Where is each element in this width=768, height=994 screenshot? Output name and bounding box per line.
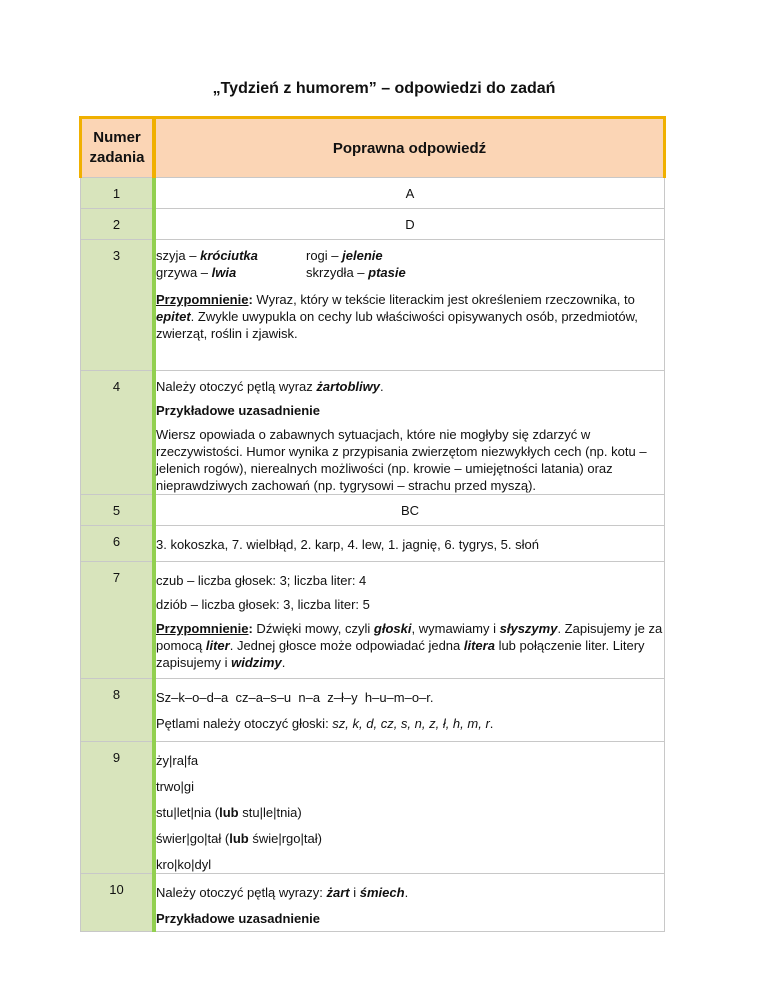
table-header-row: [81, 118, 665, 178]
note-text: . Zwykle uwypukla on cechy lub właściwości opisywanych osób, przedmiotów, zwierząt, roślin i zjawisk.: [156, 309, 638, 341]
table-row: [81, 562, 665, 679]
syllable-line: kro|ko|dyl: [156, 857, 212, 872]
answer-word: żartobliwy: [316, 379, 380, 394]
syllable-line: ży|ra|fa: [156, 753, 199, 768]
justification-label: Przykładowe uzasadnienie: [156, 911, 321, 926]
note-text: Dźwięki mowy, czyli: [252, 621, 374, 636]
epithet-pairs: [156, 240, 664, 281]
answer-text: D: [405, 217, 415, 232]
syllable-line: [156, 821, 664, 847]
answer-line: Sz–k–o–d–a cz–a–s–u n–a z–ł–y h–u–m–o–r.: [156, 690, 434, 705]
task-number: 5: [112, 503, 121, 518]
task-number: 8: [112, 687, 121, 702]
justification-text: Wiersz opowiada o zabawnych sytuacjach, które nie mogłyby się zdarzyć w rzeczywistości. Humor wynika z przypisania zwierzętom niezwykłych cech (np. kotu – jelenich rogów), nierealnych możliwości (np. krowie – umiejętności latania) oraz nieprawdziwych zachowań (np. tygrysowi – strachu przed myszą).: [156, 427, 647, 493]
epithet: lwia: [211, 265, 237, 280]
answer-word: śmiech: [359, 885, 405, 900]
note-text: . Jednej głosce może odpowiadać jedna: [229, 638, 464, 653]
note-text: , wymawiamy i: [411, 621, 500, 636]
epithet: króciutka: [200, 248, 258, 263]
dash: –: [353, 265, 369, 280]
syllable-line: [156, 795, 664, 821]
syllable-text: świe|rgo|tał): [248, 831, 322, 846]
task-number: 6: [112, 534, 121, 549]
note-term: litera: [463, 638, 495, 653]
colon: :: [248, 621, 253, 636]
reminder-label: Przypomnienie: [156, 292, 249, 307]
reminder-note: [156, 281, 664, 342]
answer-line: [156, 371, 664, 395]
task-number: 1: [112, 186, 121, 201]
answer-line: dziób – liczba głosek: 3, liczba liter: 5: [156, 597, 370, 612]
table-row: [81, 209, 665, 240]
table-row: [81, 178, 665, 209]
table-row: [81, 240, 665, 371]
task-number: 4: [112, 379, 121, 394]
answer-line: [156, 706, 664, 732]
note-term: epitet: [156, 309, 191, 324]
note-term: widzimy: [231, 655, 282, 670]
header-number: Numer zadania: [81, 118, 155, 178]
answer-word: żart: [326, 885, 350, 900]
answer-text: i: [349, 885, 360, 900]
note-term: głoski: [373, 621, 412, 636]
epithet: jelenie: [342, 248, 383, 263]
epithet: ptasie: [368, 265, 406, 280]
period: .: [281, 655, 286, 670]
note-text: . Zapisujemy je za pomocą: [156, 621, 663, 653]
colon: :: [248, 292, 253, 307]
note-text: lub połączenie liter. Litery zapisujemy i: [156, 638, 645, 670]
task-number: 7: [112, 570, 121, 585]
period: .: [379, 379, 384, 394]
header-answer: Poprawna odpowiedź: [154, 118, 665, 178]
noun: szyja: [156, 248, 186, 263]
note-term: słyszymy: [499, 621, 558, 636]
noun: grzywa: [156, 265, 198, 280]
task-number: 9: [112, 750, 121, 765]
task-number: 10: [109, 882, 124, 897]
answer-line: czub – liczba głosek: 3; liczba liter: 4: [156, 573, 367, 588]
dash: –: [327, 248, 343, 263]
sound-list: sz, k, d, cz, s, n, z, ł, h, m, r: [332, 716, 490, 731]
period: .: [489, 716, 494, 731]
answer-text: Pętlami należy otoczyć głoski:: [156, 716, 333, 731]
or-word: lub: [229, 831, 249, 846]
syllable-line: trwo|gi: [156, 779, 195, 794]
or-word: lub: [219, 805, 239, 820]
answers-table: [79, 116, 666, 932]
task-number: 3: [112, 248, 121, 263]
answer-line: [156, 874, 664, 901]
note-term: liter: [205, 638, 230, 653]
period: .: [404, 885, 409, 900]
answer-text: BC: [400, 503, 420, 518]
note-text: Wyraz, który w tekście literackim jest określeniem rzeczownika, to: [252, 292, 635, 307]
reminder-label: Przypomnienie: [156, 621, 249, 636]
page-title: „Tydzień z humorem” – odpowiedzi do zadań: [212, 80, 556, 97]
table-row: [81, 742, 665, 874]
table-row: [81, 371, 665, 495]
table-row: [81, 679, 665, 742]
dash: –: [185, 248, 201, 263]
dash: –: [197, 265, 212, 280]
noun: skrzydła: [306, 265, 354, 280]
answer-text: 3. kokoszka, 7. wielbłąd, 2. karp, 4. lew, 1. jagnię, 6. tygrys, 5. słoń: [156, 537, 539, 552]
table-row: [81, 495, 665, 526]
table-row: [81, 874, 665, 932]
answer-text: A: [405, 186, 415, 201]
table-row: [81, 526, 665, 562]
justification-label: Przykładowe uzasadnienie: [156, 403, 321, 418]
answer-text: Należy otoczyć pętlą wyrazy:: [156, 885, 327, 900]
syllable-text: stu|le|tnia): [238, 805, 302, 820]
syllable-text: świer|go|tał (: [156, 831, 230, 846]
syllable-text: stu|let|nia (: [156, 805, 220, 820]
reminder-note: [156, 613, 664, 671]
answer-text: Należy otoczyć pętlą wyraz: [156, 379, 317, 394]
noun: rogi: [306, 248, 328, 263]
task-number: 2: [112, 217, 121, 232]
